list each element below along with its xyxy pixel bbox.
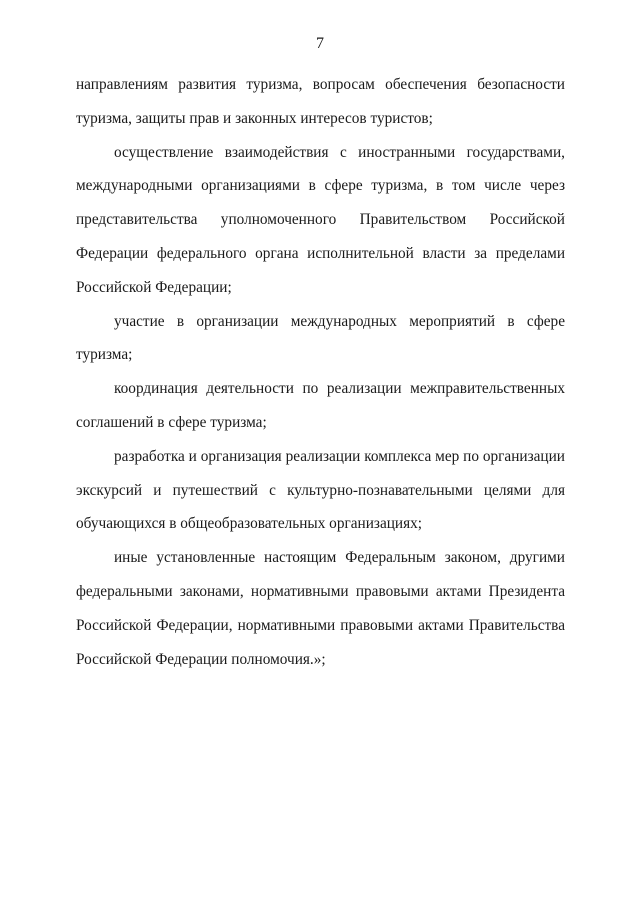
text-line: иные установленные настоящим Федеральным законом, другими xyxy=(114,549,565,567)
paragraph-5 xyxy=(76,440,565,541)
text-line: Российской Федерации, нормативными правовыми актами Правительства xyxy=(76,616,565,634)
text-line: представительства уполномоченного Правительством Российской xyxy=(76,211,565,229)
text-line: туризма, защиты прав и законных интересов туристов; xyxy=(76,109,433,127)
text-line: осуществление взаимодействия с иностранными государствами, xyxy=(114,143,565,161)
text-line: обучающихся в общеобразовательных организациях; xyxy=(76,515,423,533)
text-line: экскурсий и путешествий с культурно-познавательными целями для xyxy=(76,481,565,499)
text-line: федеральными законами, нормативными правовыми актами Президента xyxy=(76,582,565,600)
text-line: международными организациями в сфере туризма, в том числе через xyxy=(76,177,565,195)
paragraph-6 xyxy=(76,541,565,676)
document-body xyxy=(76,68,565,676)
text-line: Федерации федерального органа исполнительной власти за пределами xyxy=(76,244,565,262)
text-line: направлениям развития туризма, вопросам обеспечения безопасности xyxy=(76,76,565,93)
page-number: 7 xyxy=(316,35,324,52)
text-line: соглашений в сфере туризма; xyxy=(76,413,267,431)
paragraph-2 xyxy=(76,136,565,305)
text-line: Российской Федерации; xyxy=(76,278,232,296)
text-line: участие в организации международных мероприятий в сфере xyxy=(114,312,565,330)
paragraph-3 xyxy=(76,305,565,373)
paragraph-1 xyxy=(76,68,565,136)
text-line: координация деятельности по реализации межправительственных xyxy=(114,380,565,398)
paragraph-4 xyxy=(76,372,565,440)
text-line: разработка и организация реализации комплекса мер по организации xyxy=(114,447,565,465)
text-line: туризма; xyxy=(76,346,133,364)
text-line: Российской Федерации полномочия.»; xyxy=(76,650,326,668)
